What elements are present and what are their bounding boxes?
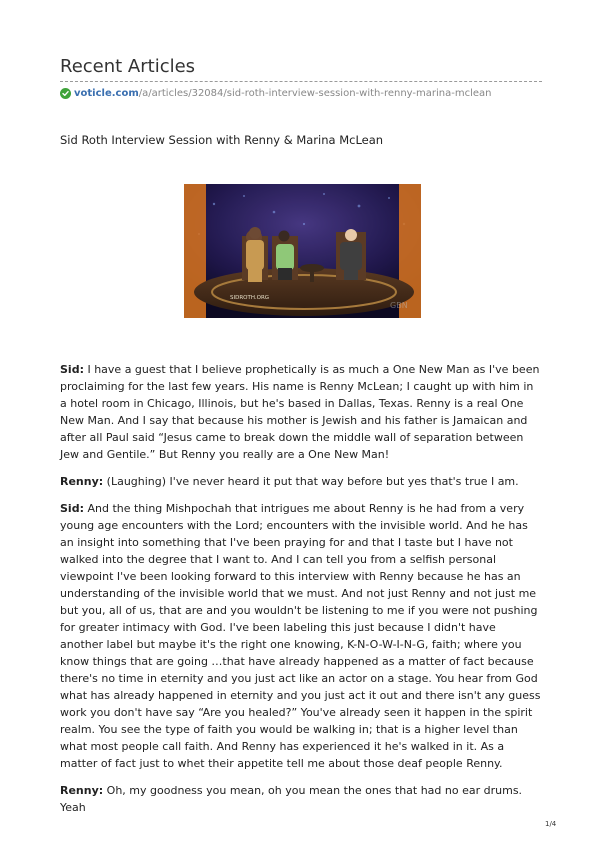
paragraph-text: I have a guest that I believe prophetically is as much a One New Man as I've been proclaiming for the last few years. His name is Renny McLean; I caught up with him in a hotel room in Chicago, Illinois, but he's based in Dallas, Texas. Renny is a real One New Man. And I say that because his mother is Jewish and his father is Jamaican and after all Paul said “Jesus came to break down the middle wall of separation between Jew and Gentile.” But Renny you really are a One New Man!: [60, 363, 540, 461]
speaker-label: Renny:: [60, 784, 104, 797]
svg-text:SIDROTH.ORG: SIDROTH.ORG: [230, 295, 270, 301]
source-path[interactable]: /a/articles/32084/sid-roth-interview-session-with-renny-marina-mclean: [138, 87, 492, 99]
page-number: 1/4: [545, 820, 557, 828]
paragraph: [60, 782, 542, 816]
dashed-divider: [60, 81, 542, 82]
paragraph-text: (Laughing) I've never heard it put that way before but yes that's true I am.: [103, 475, 519, 488]
speaker-label: Sid:: [60, 502, 84, 515]
article-title: Sid Roth Interview Session with Renny & Marina McLean: [60, 133, 384, 147]
paragraph: [60, 500, 542, 772]
source-domain[interactable]: voticle.com: [74, 87, 139, 99]
article-body: [60, 361, 542, 826]
paragraph-text: And the thing Mishpochah that intrigues me about Renny is he had from a very young age encounters with the Lord; encounters with the invisible world. And he has an insight into something that I've been praying for and that I taste but I have not walked into the degree that I want to. And I can tell you from a selfish personal viewpoint I've been looking forward to this interview with Renny because he has an understanding of the invisible world that we must. And not just Renny and not just me but you, all of us, that are and you wouldn't be listening to me if you were not pushing for greater intimacy with God. I've been labeling this just because I didn't have another label but maybe it's the right one knowing, K-N-O-W-I-N-G, faith; where you know things that are going …that have already happened as a matter of fact because there's no time in eternity and you just act like an actor on a stage. You hear from God what has already happened in eternity and you just act it out and there isn't any guess work you don't have say “Are you healed?” You've already seen it happen in the spirit realm. You see the type of faith you would be walking in; that is a higher level than what most people call faith. And Renny has experienced it he's walked in it. As a matter of fact just to whet their appetite tell me about those deaf people Renny.: [60, 502, 541, 770]
paragraph: [60, 361, 542, 463]
verified-check-icon: [60, 88, 71, 99]
speaker-label: Sid:: [60, 363, 84, 376]
source-link[interactable]: [60, 86, 492, 100]
section-heading: Recent Articles: [60, 56, 196, 77]
video-thumbnail[interactable]: [184, 184, 421, 318]
speaker-label: Renny:: [60, 475, 104, 488]
paragraph: [60, 473, 542, 490]
svg-text:GBN: GBN: [390, 301, 408, 310]
paragraph-text: Oh, my goodness you mean, oh you mean the ones that had no ear drums. Yeah: [60, 784, 523, 814]
